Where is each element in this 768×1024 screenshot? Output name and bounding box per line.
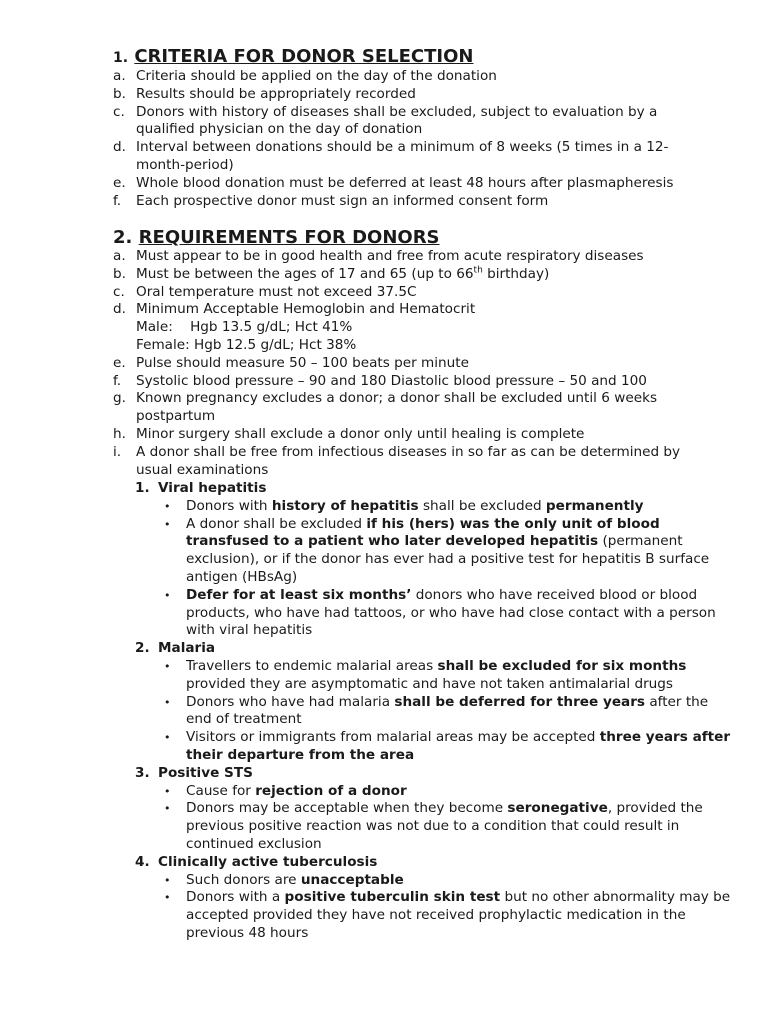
item-text: Each prospective donor must sign an informed consent form	[136, 192, 549, 209]
bullet-list	[158, 658, 735, 765]
condition-sts	[135, 765, 735, 854]
text: shall be excluded	[418, 497, 546, 514]
text: (permanent exclusion), or if the donor has ever had a positive test for hepatitis B surface antigen (HBsAg)	[186, 533, 710, 585]
bullet-icon: •	[164, 784, 171, 798]
item-text: Pulse should measure 50 – 100 beats per minute	[136, 354, 469, 371]
condition-heading: Positive STS	[158, 764, 253, 781]
list-item	[113, 284, 713, 302]
item-marker: i.	[113, 443, 122, 460]
item-marker: e.	[113, 354, 126, 371]
bullet-icon: •	[164, 499, 171, 513]
item-marker: c.	[113, 283, 125, 300]
list-item	[113, 193, 713, 211]
item-marker: h.	[113, 425, 126, 442]
list-item	[158, 872, 735, 890]
condition-heading: Clinically active tuberculosis	[158, 853, 378, 870]
list-item	[113, 373, 713, 391]
item-marker: e.	[113, 174, 126, 191]
bullet-list	[158, 872, 735, 943]
list-item	[113, 426, 713, 444]
item-text: Minor surgery shall exclude a donor only until healing is complete	[136, 425, 585, 442]
item-text: A donor shall be free from infectious diseases in so far as can be determined by usual examinations	[136, 443, 681, 478]
section-1-heading	[113, 46, 473, 69]
text: , provided the previous positive reaction was not due to a condition that could result in continued exclusion	[186, 800, 703, 852]
section-2-list	[113, 248, 713, 479]
item-text: Whole blood donation must be deferred at least 48 hours after plasmapheresis	[136, 174, 674, 191]
item-text-tail: birthday)	[482, 265, 550, 282]
section-1-list	[113, 68, 713, 210]
section-1-title: CRITERIA FOR DONOR SELECTION	[134, 46, 474, 67]
list-item	[158, 729, 735, 765]
item-text: Must appear to be in good health and free from acute respiratory diseases	[136, 248, 644, 264]
list-item	[158, 889, 735, 942]
condition-number: 2.	[135, 640, 150, 657]
text: A donor shall be excluded	[186, 515, 367, 532]
item-marker: f.	[113, 372, 122, 389]
section-2-title: REQUIREMENTS FOR DONORS	[138, 227, 440, 248]
list-item	[113, 444, 713, 480]
section-2-number: 2.	[113, 227, 133, 248]
condition-tuberculosis	[135, 854, 735, 943]
text: Travellers to endemic malarial areas	[186, 657, 438, 674]
bold-text: rejection of a donor	[255, 782, 407, 799]
text: Visitors or immigrants from malarial areas may be accepted	[186, 729, 600, 746]
item-text: Systolic blood pressure – 90 and 180 Diastolic blood pressure – 50 and 100	[136, 372, 647, 389]
bullet-icon: •	[164, 517, 171, 531]
bold-text: unacceptable	[300, 871, 404, 888]
bullet-icon: •	[164, 873, 171, 887]
item-text: Must be between the ages of 17 and 65 (up to 66	[136, 265, 474, 282]
list-item	[158, 694, 735, 730]
bold-text: Defer for at least six months’	[186, 586, 412, 603]
bold-text: if his (hers) was the only unit of blood transfused to a patient who later developed hepatitis	[186, 515, 660, 550]
bold-text: seronegative	[507, 800, 608, 817]
list-item	[113, 68, 713, 86]
list-item	[158, 516, 735, 587]
condition-number: 3.	[135, 764, 150, 781]
list-item	[113, 104, 713, 140]
text: Cause for	[186, 782, 256, 799]
bold-text: shall be deferred for three years	[394, 693, 646, 710]
list-item	[113, 390, 713, 426]
item-marker: c.	[113, 103, 125, 120]
text: Donors with a	[186, 889, 285, 906]
text: after the end of treatment	[186, 693, 709, 728]
item-marker: f.	[113, 192, 122, 209]
item-marker: b.	[113, 85, 126, 102]
list-item	[158, 587, 735, 640]
list-item	[158, 783, 735, 801]
section-1-number: 1.	[113, 50, 129, 66]
item-marker: d.	[113, 301, 126, 318]
item-text: Minimum Acceptable Hemoglobin and Hematocrit	[136, 301, 476, 318]
bullet-icon: •	[164, 659, 171, 673]
bold-text: permanently	[545, 497, 644, 514]
text: Such donors are	[186, 871, 301, 888]
list-item	[113, 355, 713, 373]
text: Donors may be acceptable when they become	[186, 800, 508, 817]
bold-text: shall be excluded for six months	[437, 657, 687, 674]
list-item	[113, 175, 713, 193]
text: donors who have received blood or blood products, who have had tattoos, or who have had close contact with a person with viral hepatitis	[186, 586, 716, 639]
condition-number: 4.	[135, 853, 150, 870]
list-item	[113, 139, 713, 175]
list-item	[113, 86, 713, 104]
item-marker: a.	[113, 68, 126, 84]
bullet-icon: •	[164, 731, 171, 745]
item-text: Results should be appropriately recorded	[136, 85, 416, 102]
condition-number: 1.	[135, 480, 150, 496]
item-text: Known pregnancy excludes a donor; a donor shall be excluded until 6 weeks postpartum	[136, 390, 658, 425]
item-marker: b.	[113, 265, 126, 282]
list-item	[158, 658, 735, 694]
bullet-list	[158, 783, 735, 854]
text: Donors with	[186, 497, 272, 514]
infectious-conditions-list	[135, 480, 735, 943]
text: Donors who have had malaria	[186, 693, 395, 710]
condition-malaria	[135, 640, 735, 765]
bullet-list	[158, 498, 735, 640]
list-item	[113, 248, 713, 266]
item-text: Donors with history of diseases shall be excluded, subject to evaluation by a qualified physician on the day of donation	[136, 103, 658, 138]
item-marker: a.	[113, 248, 126, 264]
list-item	[113, 301, 713, 354]
condition-heading: Malaria	[158, 640, 216, 657]
bold-text: three years after their departure from the area	[186, 729, 731, 763]
bullet-icon: •	[164, 695, 171, 709]
text: provided they are asymptomatic and have not taken antimalarial drugs	[186, 675, 673, 692]
bullet-icon: •	[164, 588, 171, 602]
list-item	[113, 266, 713, 284]
bold-text: positive tuberculin skin test	[284, 889, 501, 906]
bullet-icon: •	[164, 802, 171, 816]
text: but no other abnormality may be accepted provided they have not received prophylactic medication in the previous 48 hours	[186, 889, 731, 941]
list-item	[158, 800, 735, 853]
male-values: Male: Hgb 13.5 g/dL; Hct 41%	[136, 319, 353, 336]
list-item	[158, 498, 735, 516]
item-text: Oral temperature must not exceed 37.5C	[136, 283, 417, 300]
section-2-heading	[113, 227, 440, 249]
item-text: Interval between donations should be a minimum of 8 weeks (5 times in a 12-month-period)	[136, 139, 669, 173]
item-text: Criteria should be applied on the day of the donation	[136, 68, 497, 84]
female-values: Female: Hgb 12.5 g/dL; Hct 38%	[136, 336, 357, 353]
bold-text: history of hepatitis	[271, 497, 419, 514]
item-marker: d.	[113, 139, 126, 156]
bullet-icon: •	[164, 891, 171, 905]
item-marker: g.	[113, 390, 126, 407]
condition-heading: Viral hepatitis	[158, 480, 267, 496]
condition-hepatitis	[135, 480, 735, 640]
superscript: th	[473, 265, 483, 276]
